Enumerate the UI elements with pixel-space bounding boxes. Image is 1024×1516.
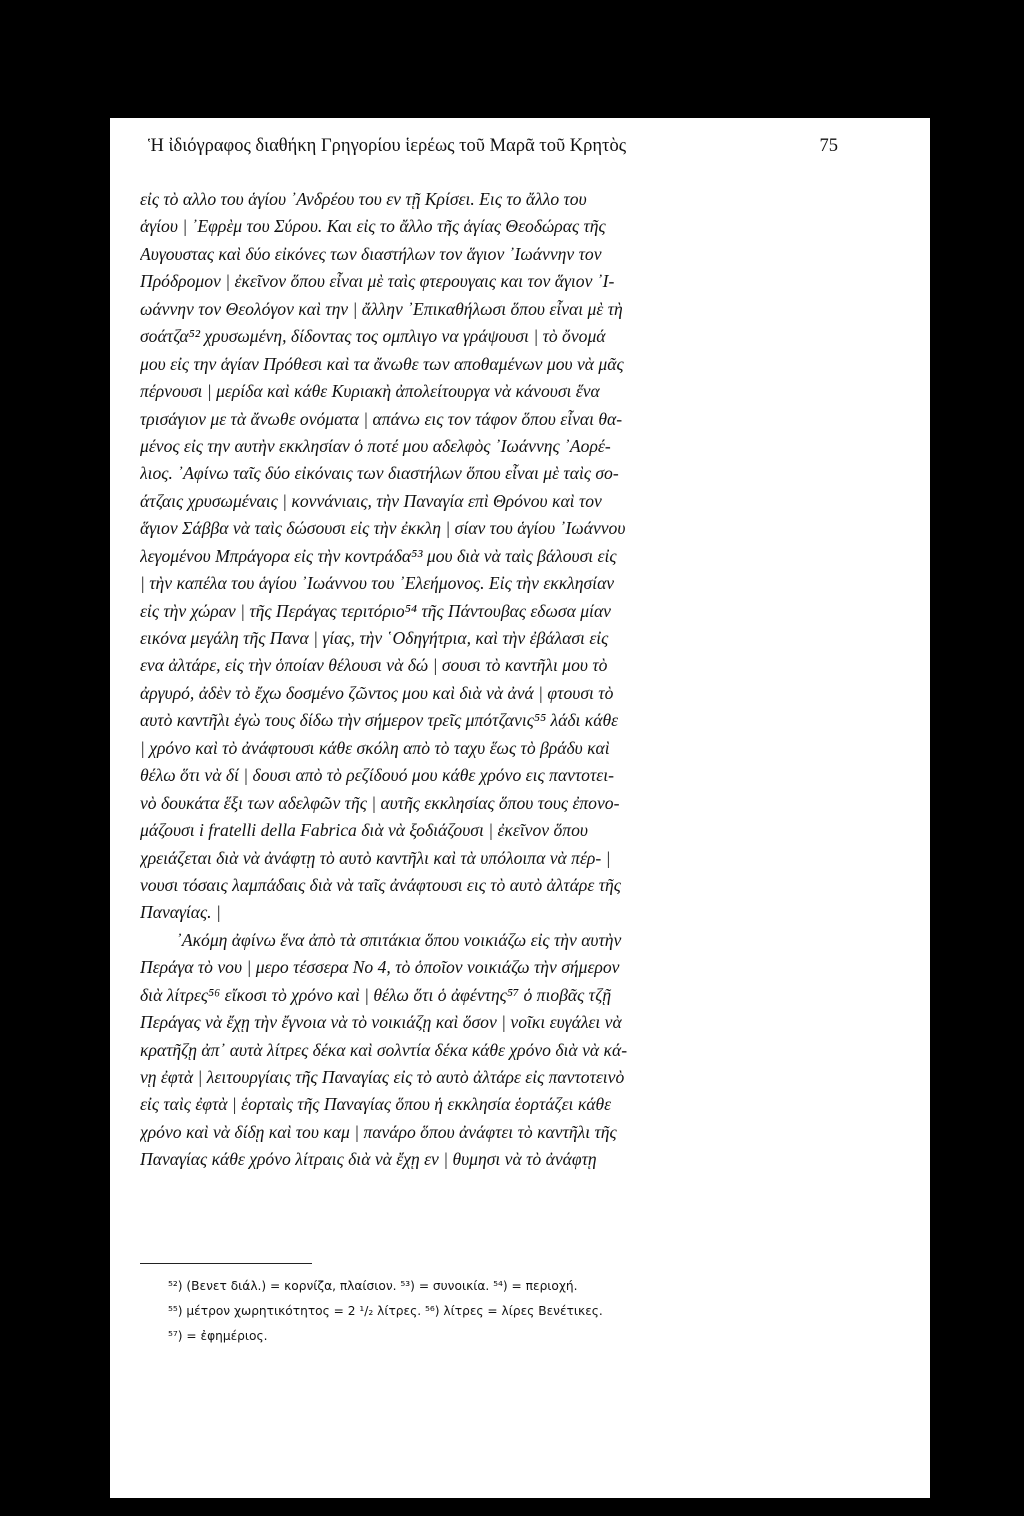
- page-number: 75: [819, 136, 838, 156]
- text-line: σοάτζα⁵² χρυσωμένη, δίδοντας τος ομπλιγο να γράψουσι | τὸ ὄνομά: [140, 326, 606, 347]
- text-line: αυτὸ καντῆλι ἐγὼ τους δίδω τὴν σήμερον τρεῖς μπότζανις⁵⁵ λάδι κάθε: [140, 710, 619, 731]
- text-line: Παναγίας. |: [140, 902, 221, 923]
- text-line: νὸ δουκάτα ἕξι των αδελφῶν τῆς | αυτῆς εκκλησίας ὅπου τους ἐπονο-: [140, 792, 620, 813]
- text-line: μένος εἰς την αυτὴν εκκλησίαν ὁ ποτέ μου αδελφὸς ᾿Ιωάννης ᾿Αορέ-: [140, 435, 611, 456]
- footnote-line: ⁵⁵) μέτρον χωρητικότητος = 2 ¹/₂ λίτρες. ⁵⁶) λίτρες = λίρες Βενέτικες.: [168, 1304, 603, 1318]
- text-line: νουσι τόσαις λαμπάδαις διὰ νὰ ταῖς ἀνάφτουσι εις τὸ αυτὸ ἀλτάρε τῆς: [140, 874, 621, 895]
- text-line: ἁγίου | ᾿Εφρὲμ του Σύρου. Και εἰς το ἄλλο τῆς ἁγίας Θεοδώρας τῆς: [140, 216, 606, 237]
- text-line: κρατῆζῃ ἀπ᾿ αυτὰ λίτρες δέκα καὶ σολντία δέκα κάθε χρόνο διὰ νὰ κά-: [140, 1039, 628, 1060]
- text-line: τρισάγιον με τὰ ἄνωθε ονόματα | απάνω εις τον τάφον ὅπου εἶναι θα-: [140, 408, 623, 429]
- text-line: ωάννην τον Θεολόγον καὶ την | ἄλλην ᾿Επικαθήλωσι ὅπου εἶναι μὲ τὴ: [140, 298, 623, 319]
- body-text: [140, 186, 810, 1174]
- footnote-line: ⁵²) (Βενετ διάλ.) = κορνίζα, πλαίσιον. ⁵³) = συνοικία. ⁵⁴) = περιοχή.: [168, 1279, 578, 1293]
- text-line: διὰ λίτρες⁵⁶ εἴκοσι τὸ χρόνο καὶ | θέλω ὅτι ὁ ἀφέντης⁵⁷ ὁ πιοβᾶς τζῇ: [140, 984, 612, 1005]
- footnote-rule: [140, 1263, 312, 1264]
- text-line: Πρόδρομον | ἐκεῖνον ὅπου εἶναι μὲ ταὶς φτερουγαις και τον ἅγιον ᾿Ι-: [140, 271, 615, 292]
- text-line: μου εἰς την ἁγίαν Πρόθεσι καὶ τα ἄνωθε των αποθαμένων μου νὰ μᾶς: [140, 353, 624, 374]
- running-title: Ἡ ἰδιόγραφος διαθήκη Γρηγορίου ἱερέως τοῦ Μαρᾶ τοῦ Κρητὸς: [148, 136, 627, 156]
- text-line: | τὴν καπέλα του ἁγίου ᾿Ιωάννου του ᾿Ελεήμονος. Εἰς τὴν εκκλησίαν: [140, 573, 615, 594]
- text-line: εἰς τὸ αλλο του ἁγίου ᾿Ανδρέου του εν τῇ Κρίσει. Εις το ἄλλο του: [140, 189, 587, 209]
- text-line: εικόνα μεγάλη τῆς Πανα | γίας, τὴν ῾Οδηγήτρια, καὶ τὴν ἐβάλασι εἰς: [140, 628, 609, 648]
- text-line: εἰς ταὶς ἐφτὰ | ἑορταὶς τῆς Παναγίας ὅπου ἡ εκκλησία ἑορτάζει κάθε: [140, 1094, 612, 1115]
- text-line: Περάγα τὸ νου | μερο τέσσερα Νο 4, τὸ ὁποῖον νοικιάζω τὴν σήμερον: [140, 957, 620, 978]
- text-line: ενα ἀλτάρε, εἰς τὴν ὁποίαν θέλουσι νὰ δώ | σουσι τὸ καντῆλι μου τὸ: [140, 655, 608, 676]
- footnotes: [168, 1274, 808, 1349]
- text-line: εἰς τὴν χώραν | τῆς Περάγας τεριτόριο⁵⁴ τῆς Πάντουβας εδωσα μίαν: [140, 600, 611, 621]
- text-line: | χρόνο καὶ τὸ ἀνάφτουσι κάθε σκόλη απὸ τὸ ταχυ ἕως τὸ βράδυ καὶ: [140, 737, 610, 758]
- text-line: άτζαις χρυσωμέναις | κοννάνιαις, τὴν Παναγία επὶ Θρόνου καὶ τον: [140, 490, 602, 511]
- text-line: Παναγίας κάθε χρόνο λίτραις διὰ νὰ ἔχῃ εν | θυμησι νὰ τὸ ἀνάφτῃ: [140, 1149, 597, 1170]
- text-line: μάζουσι i fratelli della Fabrica διὰ νὰ ξοδιάζουσι | ἐκεῖνον ὅπου: [140, 820, 588, 841]
- text-line: χρόνο καὶ νὰ δίδῃ καὶ του καμ | πανάρο ὅπου ἀνάφτει τὸ καντῆλι τῆς: [140, 1121, 617, 1142]
- text-line: πέρνουσι | μερίδα καὶ κάθε Κυριακὴ ἀπολείτουργα νὰ κάνουσι ἕνα: [140, 381, 600, 402]
- footnote-line: ⁵⁷) = ἐφημέριος.: [168, 1329, 268, 1343]
- text-line: λεγομένου Μπράγορα εἰς τὴν κοντράδα⁵³ μου διὰ νὰ ταὶς βάλουσι εἰς: [140, 545, 617, 566]
- text-line: νῃ ἐφτὰ | λειτουργίαις τῆς Παναγίας εἰς τὸ αυτὸ ἀλτάρε εἰς παντοτεινὸ: [140, 1067, 625, 1087]
- running-header: [148, 134, 838, 158]
- text-line: ἅγιον Σάββα νὰ ταὶς δώσουσι εἰς τὴν ἐκκλη | σίαν του ἁγίου ᾿Ιωάννου: [140, 518, 626, 539]
- text-line: θέλω ὅτι νὰ δί | δουσι απὸ τὸ ρεζίδουό μου κάθε χρόνο εις παντοτει-: [140, 765, 614, 786]
- text-line: Αυγουστας καὶ δύο εἰκόνες των διαστήλων τον ἅγιον ᾿Ιωάννην τον: [140, 243, 602, 264]
- paragraph-start-line: ᾿Ακόμη ἀφίνω ἕνα ἀπὸ τὰ σπιτάκια ὅπου νοικιάζω εἰς τὴν αυτὴν: [176, 929, 622, 950]
- book-page: [110, 118, 930, 1498]
- text-line: λιος. ᾿Αφίνω ταῖς δύο εἰκόναις των διαστήλων ὅπου εἶναι μὲ ταὶς σο-: [140, 463, 619, 484]
- text-line: χρειάζεται διὰ νὰ ἀνάφτῃ τὸ αυτὸ καντῆλι καὶ τὰ υπόλοιπα νὰ πέρ- |: [140, 847, 611, 868]
- text-line: Περάγας νὰ ἔχῃ τὴν ἔγνοια νὰ τὸ νοικιάζῃ καὶ ὅσον | νοῖκι ευγάλει νὰ: [140, 1012, 622, 1033]
- text-line: ἀργυρό, ἀδὲν τὸ ἔχω δοσμένο ζῶντος μου καὶ διὰ νὰ ἀνά | φτουσι τὸ: [140, 682, 614, 703]
